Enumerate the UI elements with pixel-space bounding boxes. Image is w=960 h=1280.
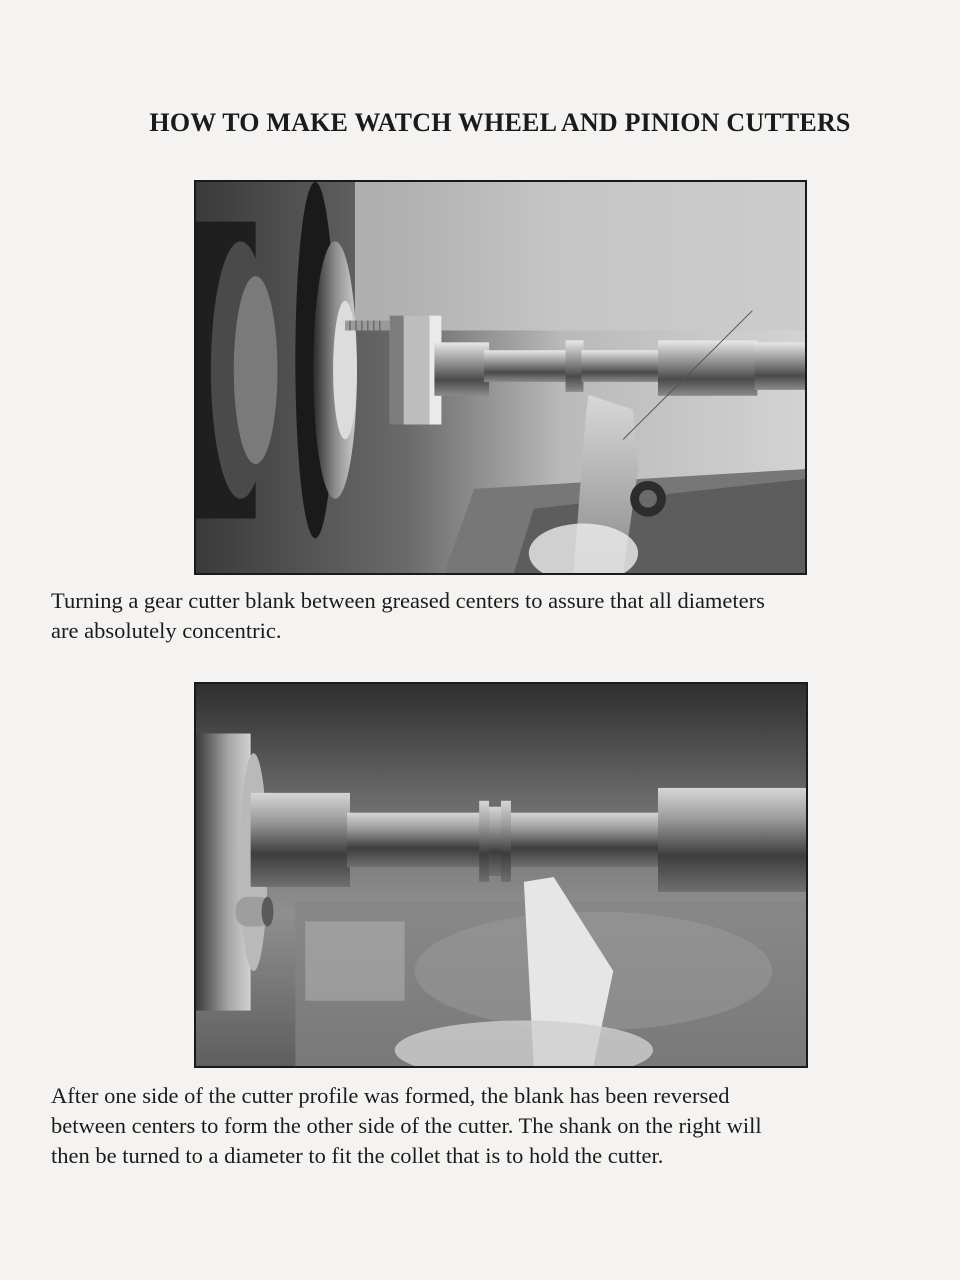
caption-line: are absolutely concentric.: [51, 618, 282, 643]
lathe-photo-reversed-blank: [194, 682, 808, 1068]
caption-line: After one side of the cutter profile was formed, the blank has been reversed: [51, 1083, 730, 1108]
page-title: HOW TO MAKE WATCH WHEEL AND PINION CUTTERS: [149, 108, 851, 137]
lathe-photo-cutter-blank: [194, 180, 807, 575]
caption-line: between centers to form the other side of the cutter. The shank on the right will: [51, 1113, 762, 1138]
figure-1-caption: [51, 586, 931, 646]
caption-line: then be turned to a diameter to fit the collet that is to hold the cutter.: [51, 1143, 664, 1168]
caption-line: Turning a gear cutter blank between greased centers to assure that all diameters: [51, 588, 765, 613]
figure-2-caption: [51, 1081, 931, 1171]
